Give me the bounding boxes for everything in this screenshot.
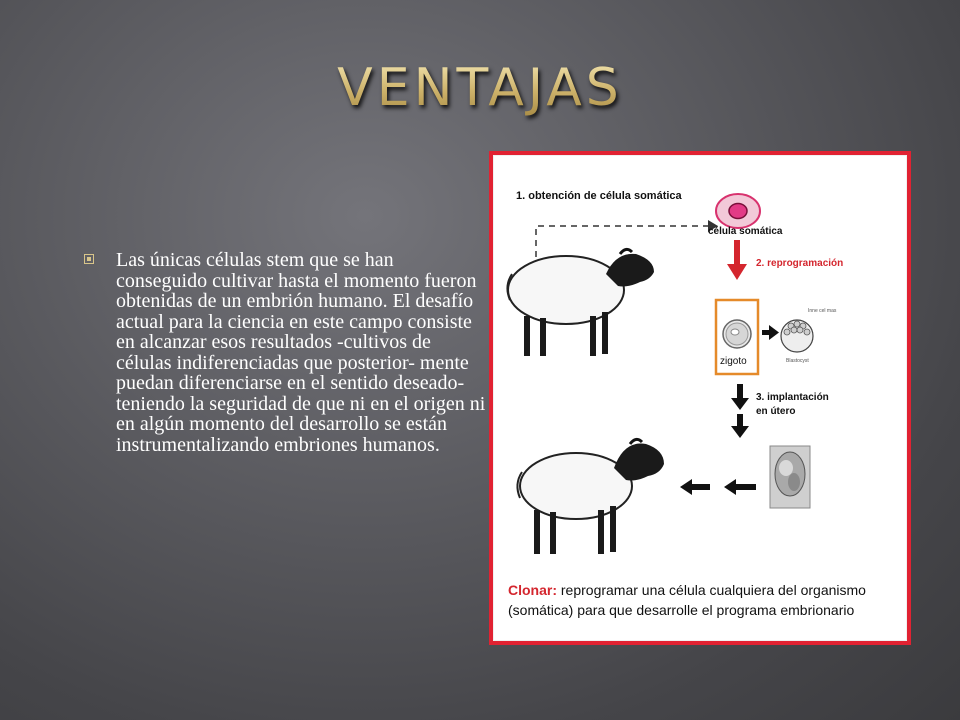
caption-text: reprogramar una célula cualquiera del organismo (somática) para que desarrolle el programa embrionario	[508, 582, 866, 618]
inner-cell-mass-label: Inne cel mas	[808, 308, 837, 314]
somatic-cell-icon	[716, 194, 760, 228]
zygote-icon	[723, 320, 751, 348]
step2-label: 2. reprogramación	[756, 258, 844, 269]
black-right-arrow-icon	[762, 325, 779, 340]
red-down-arrow-icon	[727, 240, 747, 280]
cloning-diagram	[494, 156, 906, 640]
blastocyst-icon	[781, 320, 813, 352]
somatic-cell-label: célula somática	[708, 226, 783, 237]
sheep-icon	[507, 249, 654, 356]
caption-keyword: Clonar:	[508, 582, 557, 598]
black-down-arrow-icon	[731, 384, 749, 438]
black-left-arrow-icon	[680, 479, 756, 495]
step3-label-line2: en útero	[756, 406, 796, 417]
cloned-sheep-icon	[517, 439, 664, 554]
step3-label-line1: 3. implantación	[756, 392, 829, 403]
blastocyst-label: Blastocyst	[786, 358, 809, 364]
embryo-in-uterus-image	[770, 446, 810, 508]
bullet-paragraph	[86, 250, 486, 455]
body-text: Las únicas células stem que se han conseguido cultivar hasta el momento fueron obtenidas de un embrión humano. El desafío actual para la ciencia en este campo consiste en alcanzar esos resultados -cultivos de células indiferenciadas que posterior- mente puedan diferenciarse en el sentido deseado- teniendo la seguridad de que ni en el origen ni en algún momento del desarrollo se están instrumentalizando embriones humanos.	[116, 249, 486, 456]
zygote-label: zigoto	[720, 356, 747, 367]
diagram-graphics	[494, 156, 906, 640]
step1-label: 1. obtención de célula somática	[516, 190, 682, 202]
square-bullet-icon	[84, 254, 94, 264]
slide-title: VENTAJAS	[0, 58, 960, 118]
figure-caption	[508, 580, 900, 620]
